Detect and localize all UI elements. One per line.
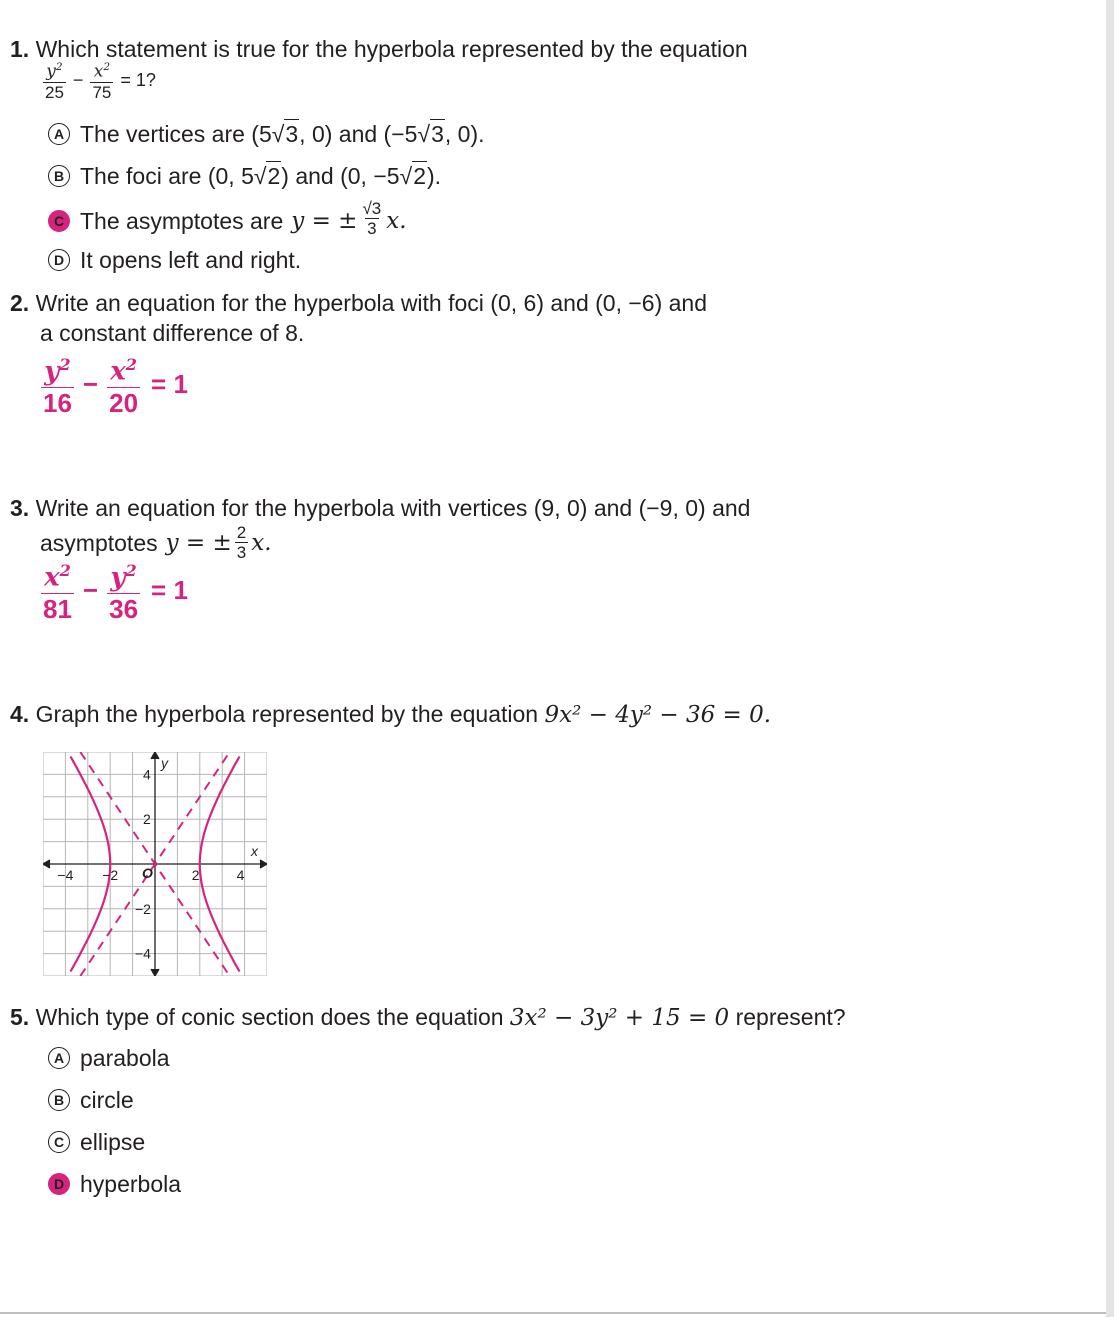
question-1: 1. Which statement is true for the hyperbola represented by the equation — [10, 36, 748, 62]
question-2-line-2: a constant difference of 8. — [40, 320, 305, 346]
q1-option-d[interactable]: D It opens left and right. — [48, 246, 301, 274]
option-d-marker: D — [48, 249, 70, 271]
option-b-marker: B — [48, 1089, 70, 1111]
option-a-marker: A — [48, 123, 70, 145]
y-tick-label: 2 — [143, 811, 151, 828]
option-a-marker: A — [48, 1047, 70, 1069]
question-3: 3. Write an equation for the hyperbola with vertices (9, 0) and (−9, 0) and — [10, 495, 751, 521]
q3-answer: $\frac{x^2}{81}$ − $\frac{y^2}{36}$ = 1 — [43, 561, 188, 624]
q2-answer: $\frac{y^2}{16}$ − $\frac{x^2}{20}$ = 1 — [43, 355, 188, 418]
x-tick-label: −2 — [102, 867, 119, 883]
question-4: 4. Graph the hyperbola represented by the equation 9x² − 4y² − 36 = 0. — [10, 701, 772, 728]
q5-option-b[interactable]: B circle — [48, 1086, 134, 1114]
y-tick-label: −2 — [135, 900, 151, 917]
q1-equation: $\frac{y^2}{25}$ − $\frac{x^2}{75}$ = 1? — [45, 61, 156, 102]
x-axis-label: x — [251, 843, 258, 859]
q1-option-a[interactable]: A The vertices are (5 √ 3 , 0) and (−5 √ 3 , 0). — [48, 119, 485, 148]
q1-option-b[interactable]: B The foci are (0, 5 √ 2 ) and (0, −5 √ 2 ). — [48, 161, 441, 190]
q5-option-d[interactable]: D hyperbola — [48, 1170, 181, 1198]
page-edge — [1106, 0, 1114, 1317]
option-c-marker: C — [48, 1131, 70, 1153]
y-tick-label: 4 — [143, 766, 151, 783]
origin-label: O — [142, 865, 153, 881]
q5-option-c[interactable]: C ellipse — [48, 1128, 145, 1156]
question-3-line-2: asymptotes y = ± $\frac{2}{3}$ x. — [40, 523, 272, 562]
q1-option-c[interactable]: C The asymptotes are y = ± $\frac{√3}{3}$ x. — [48, 203, 407, 238]
y-axis-label: y — [161, 755, 168, 771]
question-5: 5. Which type of conic section does the equation 3x² − 3y² + 15 = 0 represent? — [10, 1004, 846, 1031]
option-c-marker-selected: C — [48, 210, 70, 232]
x-tick-label: 4 — [236, 867, 245, 883]
option-d-marker-selected: D — [48, 1173, 70, 1195]
q5-option-a[interactable]: A parabola — [48, 1044, 170, 1072]
hyperbola-graph — [43, 752, 267, 976]
y-tick-label: −4 — [135, 945, 151, 962]
option-b-marker: B — [48, 165, 70, 187]
x-tick-label: 2 — [191, 867, 200, 883]
bottom-rule — [0, 1312, 1106, 1314]
question-2: 2. Write an equation for the hyperbola with foci (0, 6) and (0, −6) and — [10, 290, 708, 316]
x-tick-label: −4 — [57, 867, 74, 883]
